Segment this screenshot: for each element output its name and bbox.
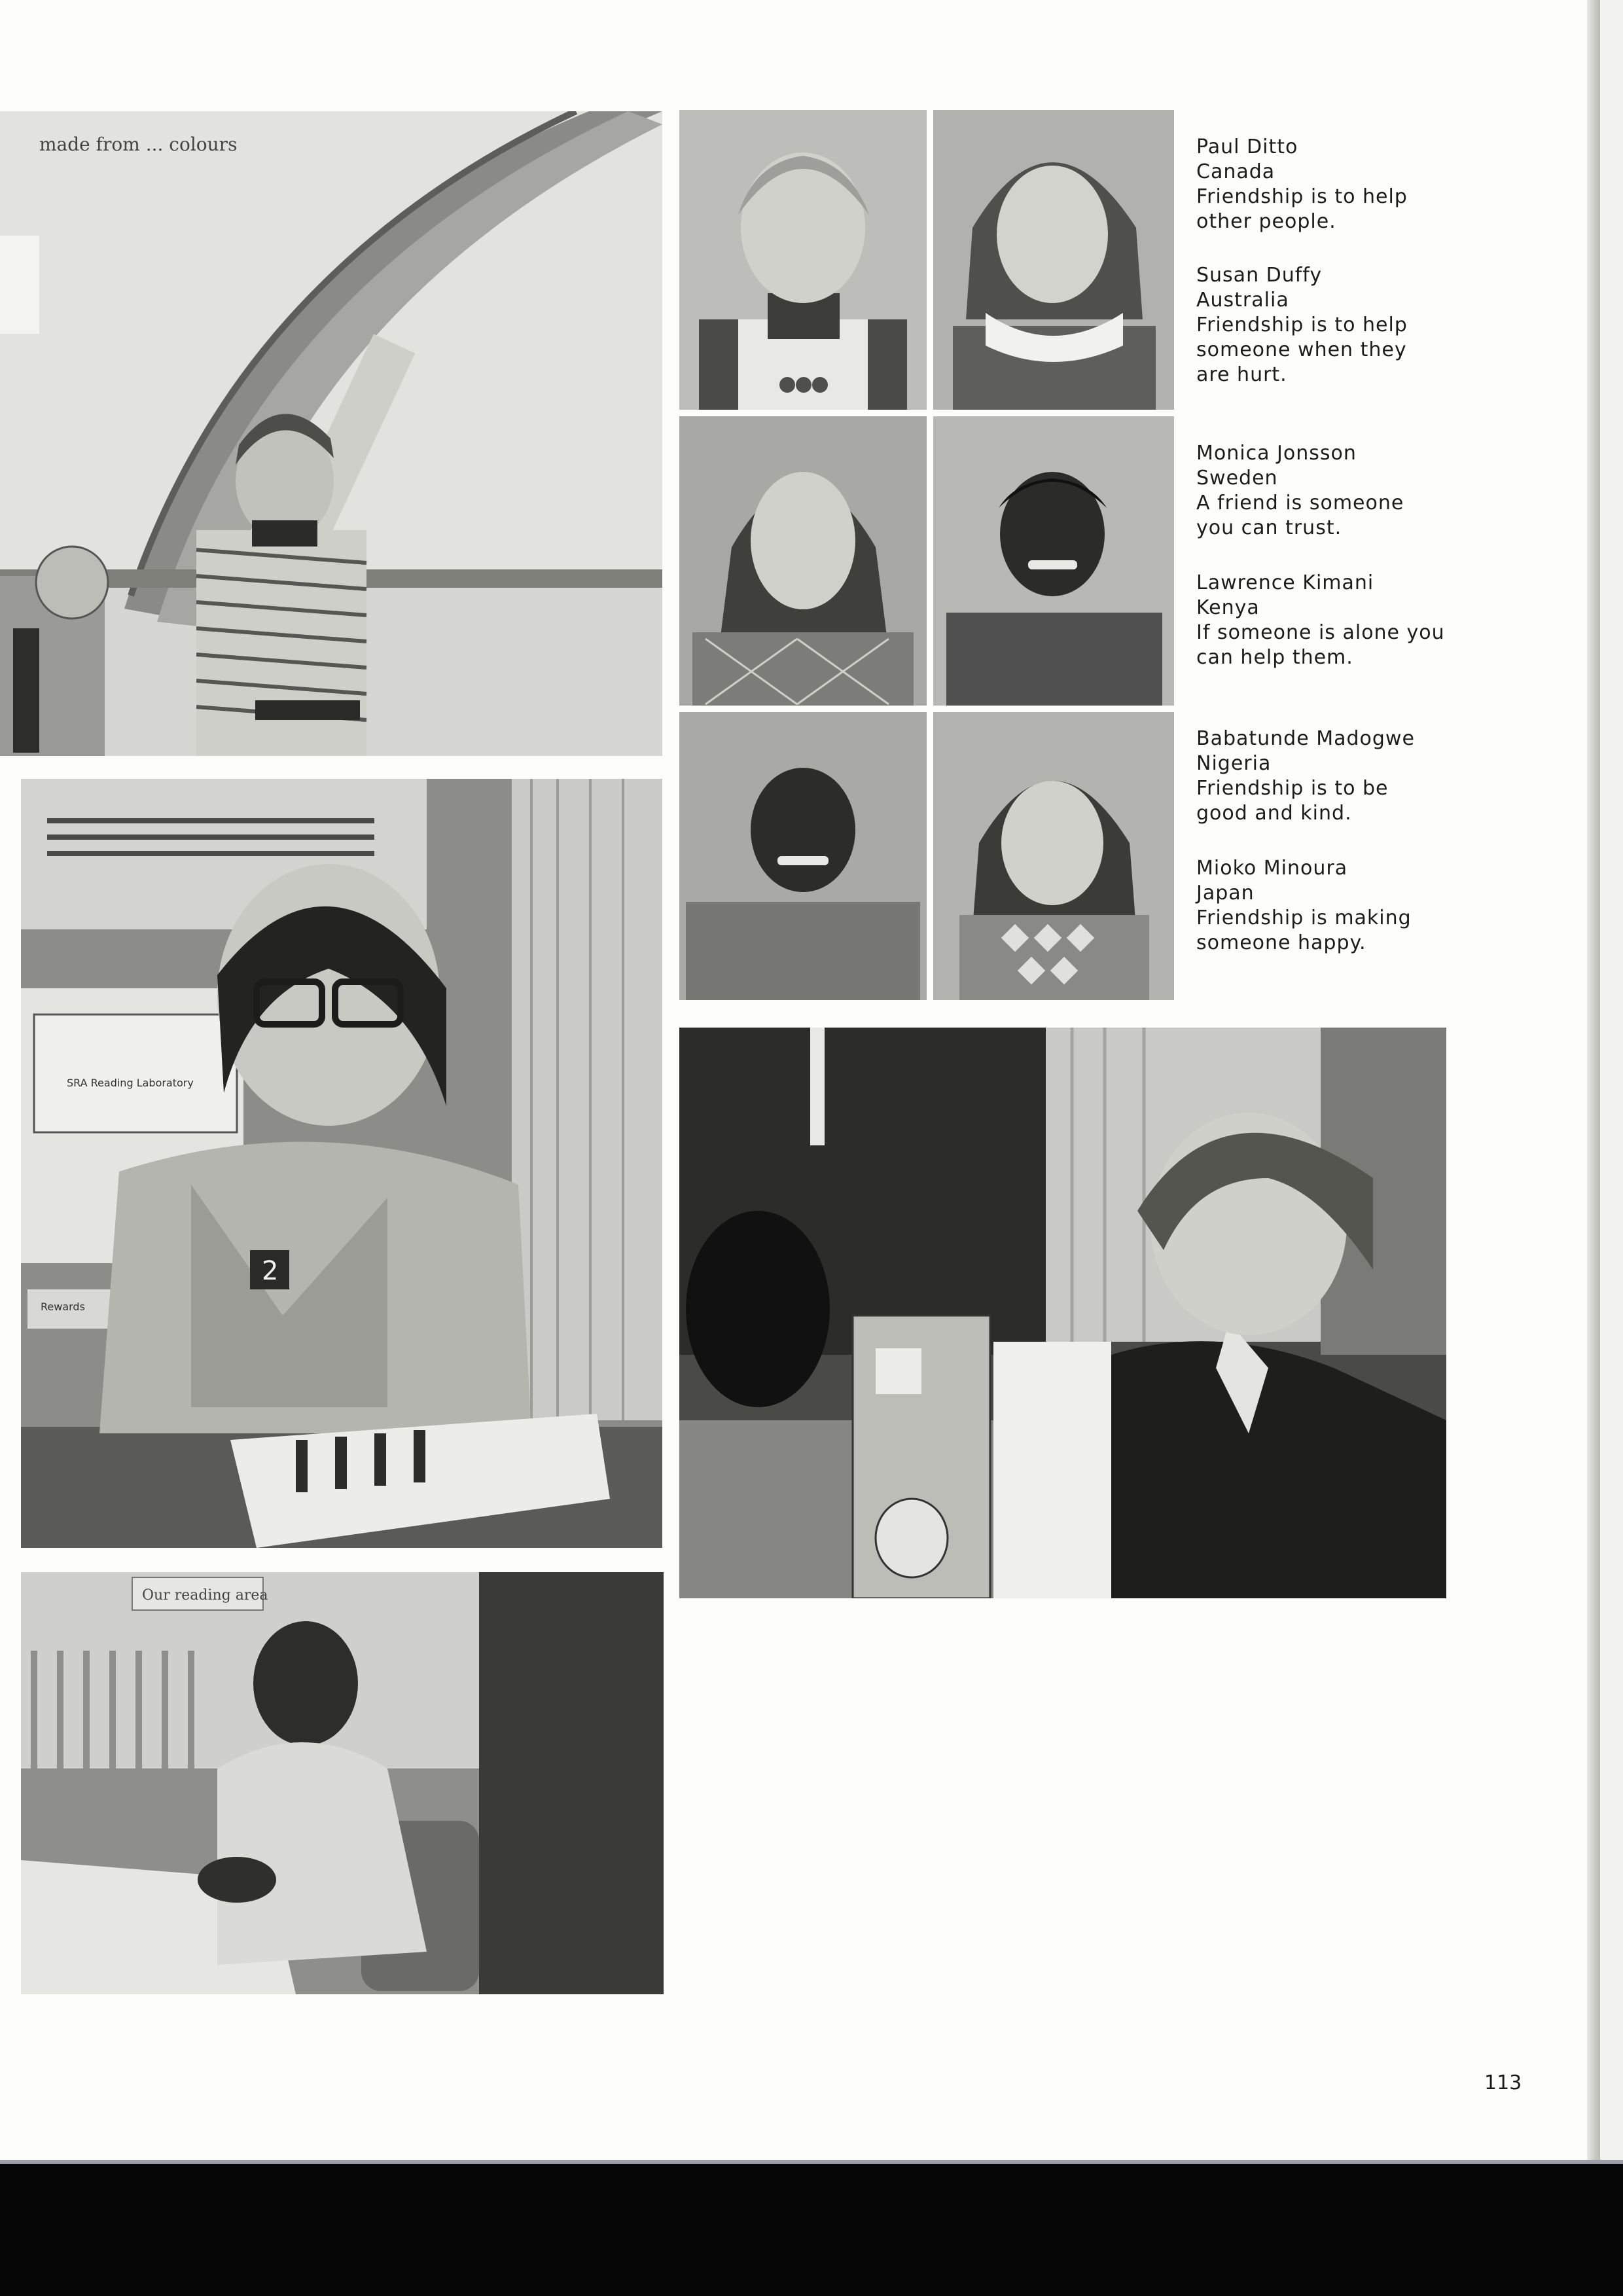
reading-area-sign: Our reading area <box>142 1587 268 1604</box>
caption-lawrence-kimani <box>1196 571 1445 670</box>
portrait-mioko-minoura <box>933 712 1174 1000</box>
portrait-babatunde-madogwe <box>679 712 927 1000</box>
photo-girl-reading-area <box>21 1572 664 1994</box>
rainbow-wall-text: made from ... colours <box>39 134 238 155</box>
page-edge <box>1600 0 1623 2160</box>
photo-boy-craft <box>679 1028 1446 1598</box>
photo-boy-rainbow <box>0 111 662 756</box>
sra-box-label: SRA Reading Laboratory <box>67 1077 194 1089</box>
scan-background-band <box>0 2160 1623 2296</box>
caption-country: Kenya <box>1196 596 1260 619</box>
caption-name: Lawrence Kimani <box>1196 571 1374 594</box>
rewards-label: Rewards <box>41 1300 85 1313</box>
page-number: 113 <box>1484 2072 1522 2094</box>
caption-name: Mioko Minoura <box>1196 857 1348 880</box>
caption-paul-ditto <box>1196 135 1445 234</box>
caption-quote: Friendship is to help someone when they are hurt. <box>1196 314 1408 386</box>
caption-name: Susan Duffy <box>1196 264 1323 287</box>
caption-monica-jonsson <box>1196 441 1445 541</box>
caption-country: Nigeria <box>1196 752 1272 775</box>
caption-quote: Friendship is to be good and kind. <box>1196 777 1389 825</box>
photo-girl-glasses <box>21 779 662 1548</box>
caption-quote: A friend is someone you can trust. <box>1196 492 1404 539</box>
caption-quote: Friendship is making someone happy. <box>1196 906 1412 954</box>
page-bottom-edge <box>0 2160 1623 2164</box>
caption-quote: Friendship is to help other people. <box>1196 185 1408 233</box>
portrait-paul-ditto <box>679 110 927 410</box>
caption-name: Paul Ditto <box>1196 135 1298 158</box>
caption-country: Sweden <box>1196 467 1278 490</box>
badge-number: 2 <box>262 1256 279 1286</box>
page-gutter-shadow <box>1587 0 1600 2160</box>
caption-country: Japan <box>1196 882 1255 905</box>
caption-mioko-minoura <box>1196 856 1445 956</box>
caption-quote: If someone is alone you can help them. <box>1196 621 1445 669</box>
portrait-susan-duffy <box>933 110 1174 410</box>
portrait-lawrence-kimani <box>933 416 1174 706</box>
caption-country: Canada <box>1196 160 1275 183</box>
caption-name: Babatunde Madogwe <box>1196 727 1415 750</box>
caption-name: Monica Jonsson <box>1196 442 1357 465</box>
caption-susan-duffy <box>1196 263 1445 387</box>
caption-country: Australia <box>1196 289 1289 312</box>
portrait-monica-jonsson <box>679 416 927 706</box>
caption-babatunde-madogwe <box>1196 726 1445 826</box>
